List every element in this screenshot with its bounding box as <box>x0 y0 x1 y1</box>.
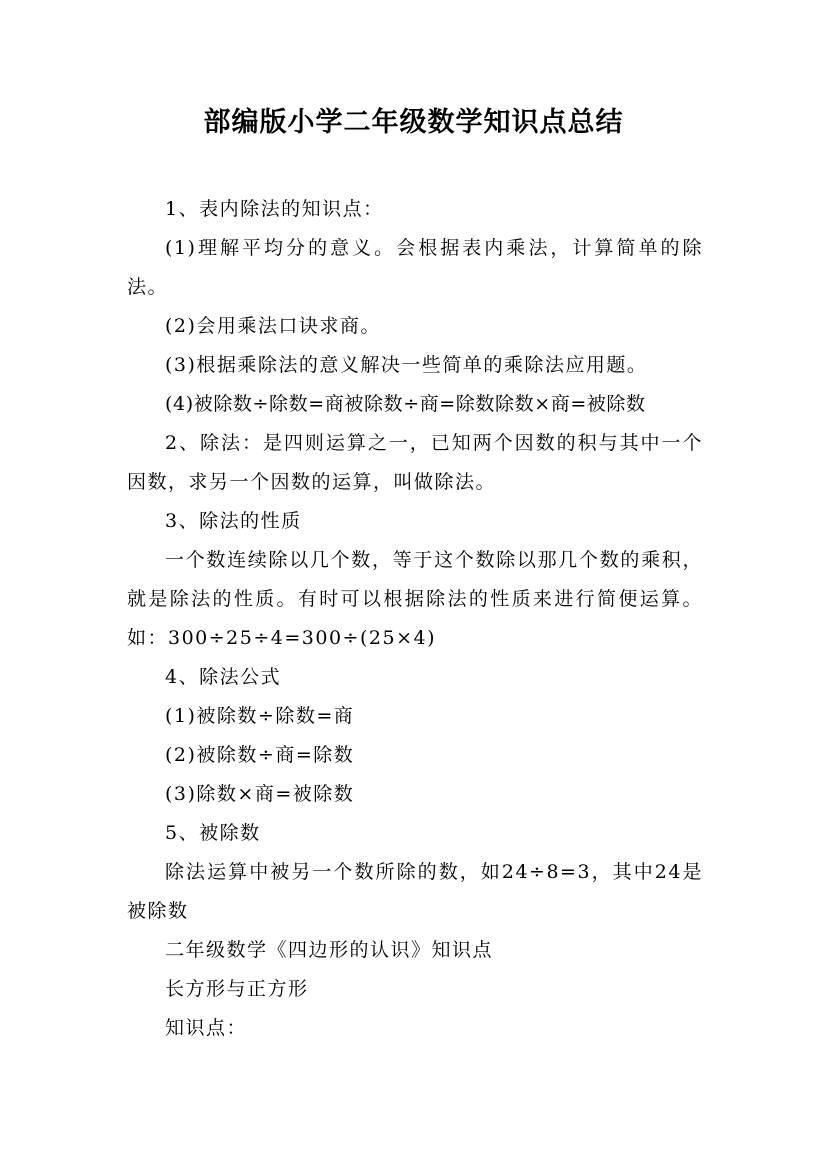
paragraph-4: (3)根据乘除法的意义解决一些简单的乘除法应用题。 <box>165 354 648 376</box>
paragraph-6: 2、除法：是四则运算之一，已知两个因数的积与其中一个因数，求另一个因数的运算，叫做除法。 <box>127 432 703 493</box>
document-body <box>127 190 703 1048</box>
paragraph-9: 4、除法公式 <box>165 666 282 688</box>
paragraph-10: (1)被除数÷除数=商 <box>165 705 355 727</box>
document-title: 部编版小学二年级数学知识点总结 <box>203 107 624 138</box>
paragraph-16: 长方形与正方形 <box>165 978 309 1000</box>
paragraph-2: (1)理解平均分的意义。会根据表内乘法，计算简单的除法。 <box>127 237 703 298</box>
paragraph-11: (2)被除数÷商=除数 <box>165 744 355 766</box>
paragraph-14: 除法运算中被另一个数所除的数，如24÷8=3，其中24是被除数 <box>127 861 703 922</box>
paragraph-12: (3)除数×商=被除数 <box>165 783 355 805</box>
paragraph-15: 二年级数学《四边形的认识》知识点 <box>165 939 494 961</box>
paragraph-5: (4)被除数÷除数=商被除数÷商=除数除数×商=被除数 <box>165 393 646 415</box>
paragraph-7: 3、除法的性质 <box>165 510 302 532</box>
paragraph-13: 5、被除数 <box>165 822 261 844</box>
paragraph-8: 一个数连续除以几个数，等于这个数除以那几个数的乘积，就是除法的性质。有时可以根据除法的性质来进行简便运算。如：300÷25÷4=300÷(25×4) <box>127 549 703 649</box>
paragraph-17: 知识点： <box>165 1017 248 1039</box>
paragraph-1: 1、表内除法的知识点： <box>165 198 384 220</box>
paragraph-3: (2)会用乘法口诀求商。 <box>165 315 381 337</box>
